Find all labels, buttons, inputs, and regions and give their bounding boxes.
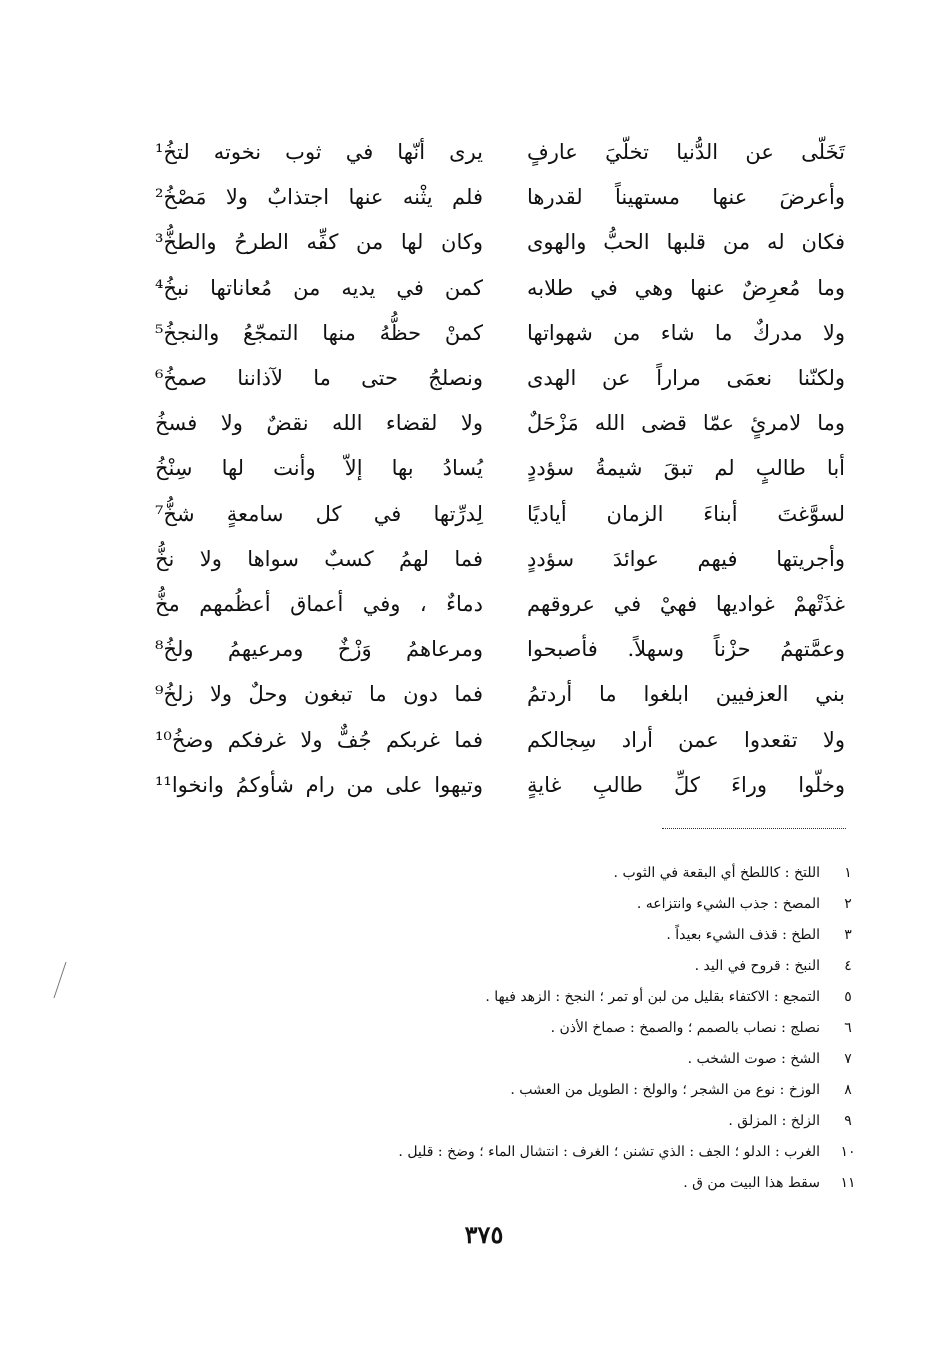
- verse-first-hemistich: فكان له من قلبها الحبُّ والهوى: [527, 230, 845, 255]
- footnote-text: المصخ : جذب الشيء وانتزاعه .: [636, 896, 820, 912]
- footnote-text: الطخ : قذف الشيء بعيداً .: [666, 927, 820, 943]
- footnote-text: اللتخ : كاللطخ أي البقعة في الثوب .: [613, 865, 820, 881]
- footnote: [260, 889, 860, 920]
- footnote-number: ٧: [844, 1051, 852, 1067]
- footnote-number: ٨: [844, 1082, 852, 1098]
- footnote-number: ٩: [844, 1113, 852, 1129]
- verse-first-hemistich: بني العزفيين ابلغوا ما أردتمُ: [527, 682, 845, 707]
- footnote-text: الوزخ : نوع من الشجر ؛ والولخ : الطويل من العشب .: [510, 1082, 820, 1098]
- verse-first-hemistich: ولا مدركٌ ما شاء من شهواتها: [527, 320, 845, 345]
- footnote-number: ٢: [844, 896, 852, 912]
- verse-row: [155, 763, 845, 808]
- footnote: [260, 1075, 860, 1106]
- verse-first-hemistich: وعمَّتهمُ حزْناً وسهلاً. فأصبحوا: [527, 637, 845, 662]
- footnote: [260, 1044, 860, 1075]
- footnote: [260, 982, 860, 1013]
- footnote: [260, 1168, 860, 1199]
- verse-first-hemistich: لسوَّغتَ أبناءَ الزمان أياديًا: [527, 501, 845, 526]
- poem: [155, 130, 845, 810]
- verse-second-hemistich: ولا لقضاء الله نقضٌ ولا فسخُ: [155, 411, 483, 436]
- verse-first-hemistich: وأجريتها فيهم عوائدَ سؤددٍ: [527, 546, 845, 571]
- verse-second-hemistich: دماءٌ ، وفي أعماق أعظُمهم مخُّ: [155, 592, 483, 616]
- verse-second-hemistich: يُسادُ بها إلاّ وأنت لها سِنْخُ: [155, 456, 483, 481]
- footnote: [260, 951, 860, 982]
- footnote-number: ١٠: [840, 1144, 856, 1160]
- verse-second-hemistich: فما دون ما تبغون وحلٌ ولا زلخُ⁹: [155, 682, 483, 707]
- footnote-number: ٤: [844, 958, 852, 974]
- footnote: [260, 1013, 860, 1044]
- verse-first-hemistich: وأعرضَ عنها مستهيناً لقدرها: [527, 185, 845, 210]
- verse-first-hemistich: وما مُعرِضٌ عنها وهي في طلابه: [527, 275, 845, 300]
- footnote-number: ٥: [844, 989, 852, 1005]
- footnote: [260, 920, 860, 951]
- footnote-text: الغرب : الدلو ؛ الجف : الذي تشنن ؛ الغرف : انتشال الماء ؛ وضخ : قليل .: [398, 1144, 820, 1160]
- footnote-text: الزلخ : المزلق .: [728, 1113, 820, 1129]
- footnote-text: نصلج : نصاب بالصمم ؛ والصمخ : صماخ الأذن .: [550, 1020, 820, 1036]
- verse-first-hemistich: أبا طالبٍ لم تبقَ شيمةُ سؤددٍ: [527, 456, 845, 481]
- verse-first-hemistich: وخلّوا وراءَ كلِّ طالبِ غايةٍ: [527, 772, 845, 797]
- footnote-number: ٦: [844, 1020, 852, 1036]
- verse-row: [155, 356, 845, 401]
- verse-row: [155, 311, 845, 356]
- verse-second-hemistich: فلم يثْنه عنها اجتذابٌ ولا مَصْخُ²: [155, 185, 483, 210]
- footnote-text: النبخ : قروح في اليد .: [694, 958, 820, 974]
- verse-second-hemistich: فما لهمُ كسبٌ سواها ولا نخُّ: [155, 546, 483, 571]
- footnotes: [260, 858, 860, 1199]
- verse-second-hemistich: وتيهوا على من رام شأوكمُ وانخوا¹¹: [155, 772, 483, 797]
- verse-second-hemistich: يرى أنّها في ثوب نخوته لتخُ¹: [155, 140, 483, 164]
- scan-mark: [50, 960, 70, 1000]
- verse-row: [155, 627, 845, 672]
- verse-row: [155, 220, 845, 265]
- page-number: ٣٧٥: [464, 1220, 504, 1249]
- footnote: [260, 1137, 860, 1168]
- verse-row: [155, 492, 845, 537]
- verse-first-hemistich: ولكنّنا نعمَى مراراً عن الهدى: [527, 366, 845, 390]
- verse-first-hemistich: غذَتْهمْ غواديها فهيْ في عروقهم: [527, 592, 845, 616]
- footnote-number: ١: [844, 865, 852, 881]
- verse-first-hemistich: وما لامرئٍ عمّا قضى الله مَزْحَلٌ: [527, 411, 845, 436]
- verse-row: [155, 175, 845, 220]
- verse-first-hemistich: تَخَلّى عن الدُّنيا تخلّيَ عارفٍ: [527, 140, 845, 164]
- verse-row: [155, 266, 845, 311]
- verse-second-hemistich: لِدرِّتها في كل سامعةٍ شخُّ⁷: [155, 501, 483, 526]
- footnote-text: الشخ : صوت الشخب .: [687, 1051, 820, 1067]
- verse-row: [155, 401, 845, 446]
- verse-row: [155, 537, 845, 582]
- verse-row: [155, 672, 845, 717]
- verse-second-hemistich: ونصلجُ حتى ما لآذاننا صمخُ⁶: [155, 366, 483, 390]
- footnote-separator: [662, 828, 846, 829]
- footnote-number: ٣: [844, 927, 852, 943]
- verse-second-hemistich: كمن في يديه من مُعاناتها نبخُ⁴: [155, 275, 483, 300]
- verse-row: [155, 718, 845, 763]
- verse-second-hemistich: فما غربكم جُفٌّ ولا غرفكم وضخُ¹⁰: [155, 727, 483, 752]
- footnote-number: ١١: [840, 1175, 856, 1191]
- footnote: [260, 1106, 860, 1137]
- verse-second-hemistich: ومرعاهمُ وَزْخٌ ومرعيهمُ ولخُ⁸: [155, 637, 483, 662]
- verse-second-hemistich: وكان لها من كفِّه الطرحُ والطخُّ³: [155, 230, 483, 255]
- footnote-text: التمجع : الاكتفاء بقليل من لبن أو تمر ؛ النجخ : الزهد فيها .: [485, 989, 820, 1005]
- verse-row: [155, 582, 845, 627]
- verse-row: [155, 446, 845, 491]
- verse-row: [155, 130, 845, 175]
- verse-first-hemistich: ولا تقعدوا عمن أراد سِجالكم: [527, 727, 845, 752]
- footnote: [260, 858, 860, 889]
- verse-second-hemistich: كمنْ حظُّهُ منها التمجّعُ والنجخُ⁵: [155, 320, 483, 345]
- footnote-text: سقط هذا البيت من ق .: [683, 1175, 820, 1191]
